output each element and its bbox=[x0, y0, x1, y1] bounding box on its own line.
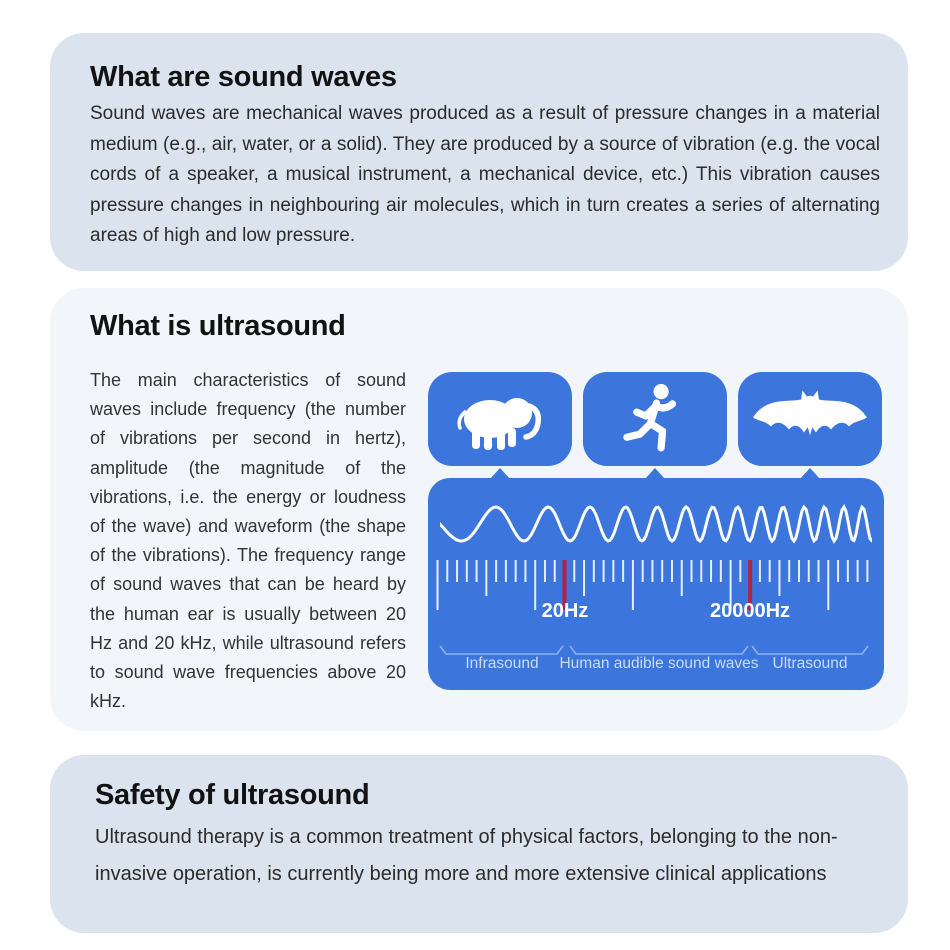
frequency-ruler bbox=[428, 556, 884, 616]
card-what-is-ultrasound bbox=[50, 288, 908, 731]
bat-icon bbox=[750, 387, 870, 451]
card2-body: The main characteristics of sound waves include frequency (the number of vibrations per second in hertz), amplitude (the magnitude of the vibrations, i.e. the energy or loudness of the wave) and waveform (the shape of the vibrations). The frequency range of sound waves that can be heard by the human ear is usually between 20 Hz and 20 kHz, while ultrasound refers to sound wave frequencies above 20 kHz. bbox=[90, 370, 406, 712]
card1-title: What are sound waves bbox=[90, 61, 397, 93]
card3-body: Ultrasound therapy is a common treatment of physical factors, belonging to the non-invasive operation, is currently being more and more extensive clinical applications bbox=[95, 826, 838, 885]
band-label-ultrasound: Ultrasound bbox=[772, 655, 848, 672]
runner-icon-tile bbox=[583, 372, 727, 466]
band-label-audible: Human audible sound waves bbox=[559, 655, 759, 672]
elephant-icon bbox=[448, 384, 552, 454]
card-what-are-sound-waves bbox=[50, 33, 908, 271]
card1-body: Sound waves are mechanical waves produced as a result of pressure changes in a material medium (e.g., air, water, or a solid). They are produced by a source of vibration (e.g. the vocal cords of a speaker, a musical instrument, a mechanical device, etc.) This vibration causes pressure changes in neighbouring air molecules, which in turn creates a series of alternating areas of high and low pressure. bbox=[90, 103, 880, 246]
runner-icon bbox=[617, 379, 693, 459]
pointer-notch-bat bbox=[800, 468, 820, 479]
card-safety-of-ultrasound bbox=[50, 755, 908, 933]
card2-title: What is ultrasound bbox=[90, 310, 346, 342]
pointer-notch-runner bbox=[645, 468, 665, 479]
card3-title: Safety of ultrasound bbox=[95, 779, 370, 811]
elephant-icon-tile bbox=[428, 372, 572, 466]
chirp-wave bbox=[440, 486, 872, 562]
pointer-notch-elephant bbox=[490, 468, 510, 479]
freq-label-20000hz: 20000Hz bbox=[709, 600, 791, 622]
bat-icon-tile bbox=[738, 372, 882, 466]
frequency-spectrum-panel bbox=[428, 478, 884, 690]
freq-label-20hz: 20Hz bbox=[541, 600, 589, 622]
band-label-infrasound: Infrasound bbox=[465, 655, 539, 672]
